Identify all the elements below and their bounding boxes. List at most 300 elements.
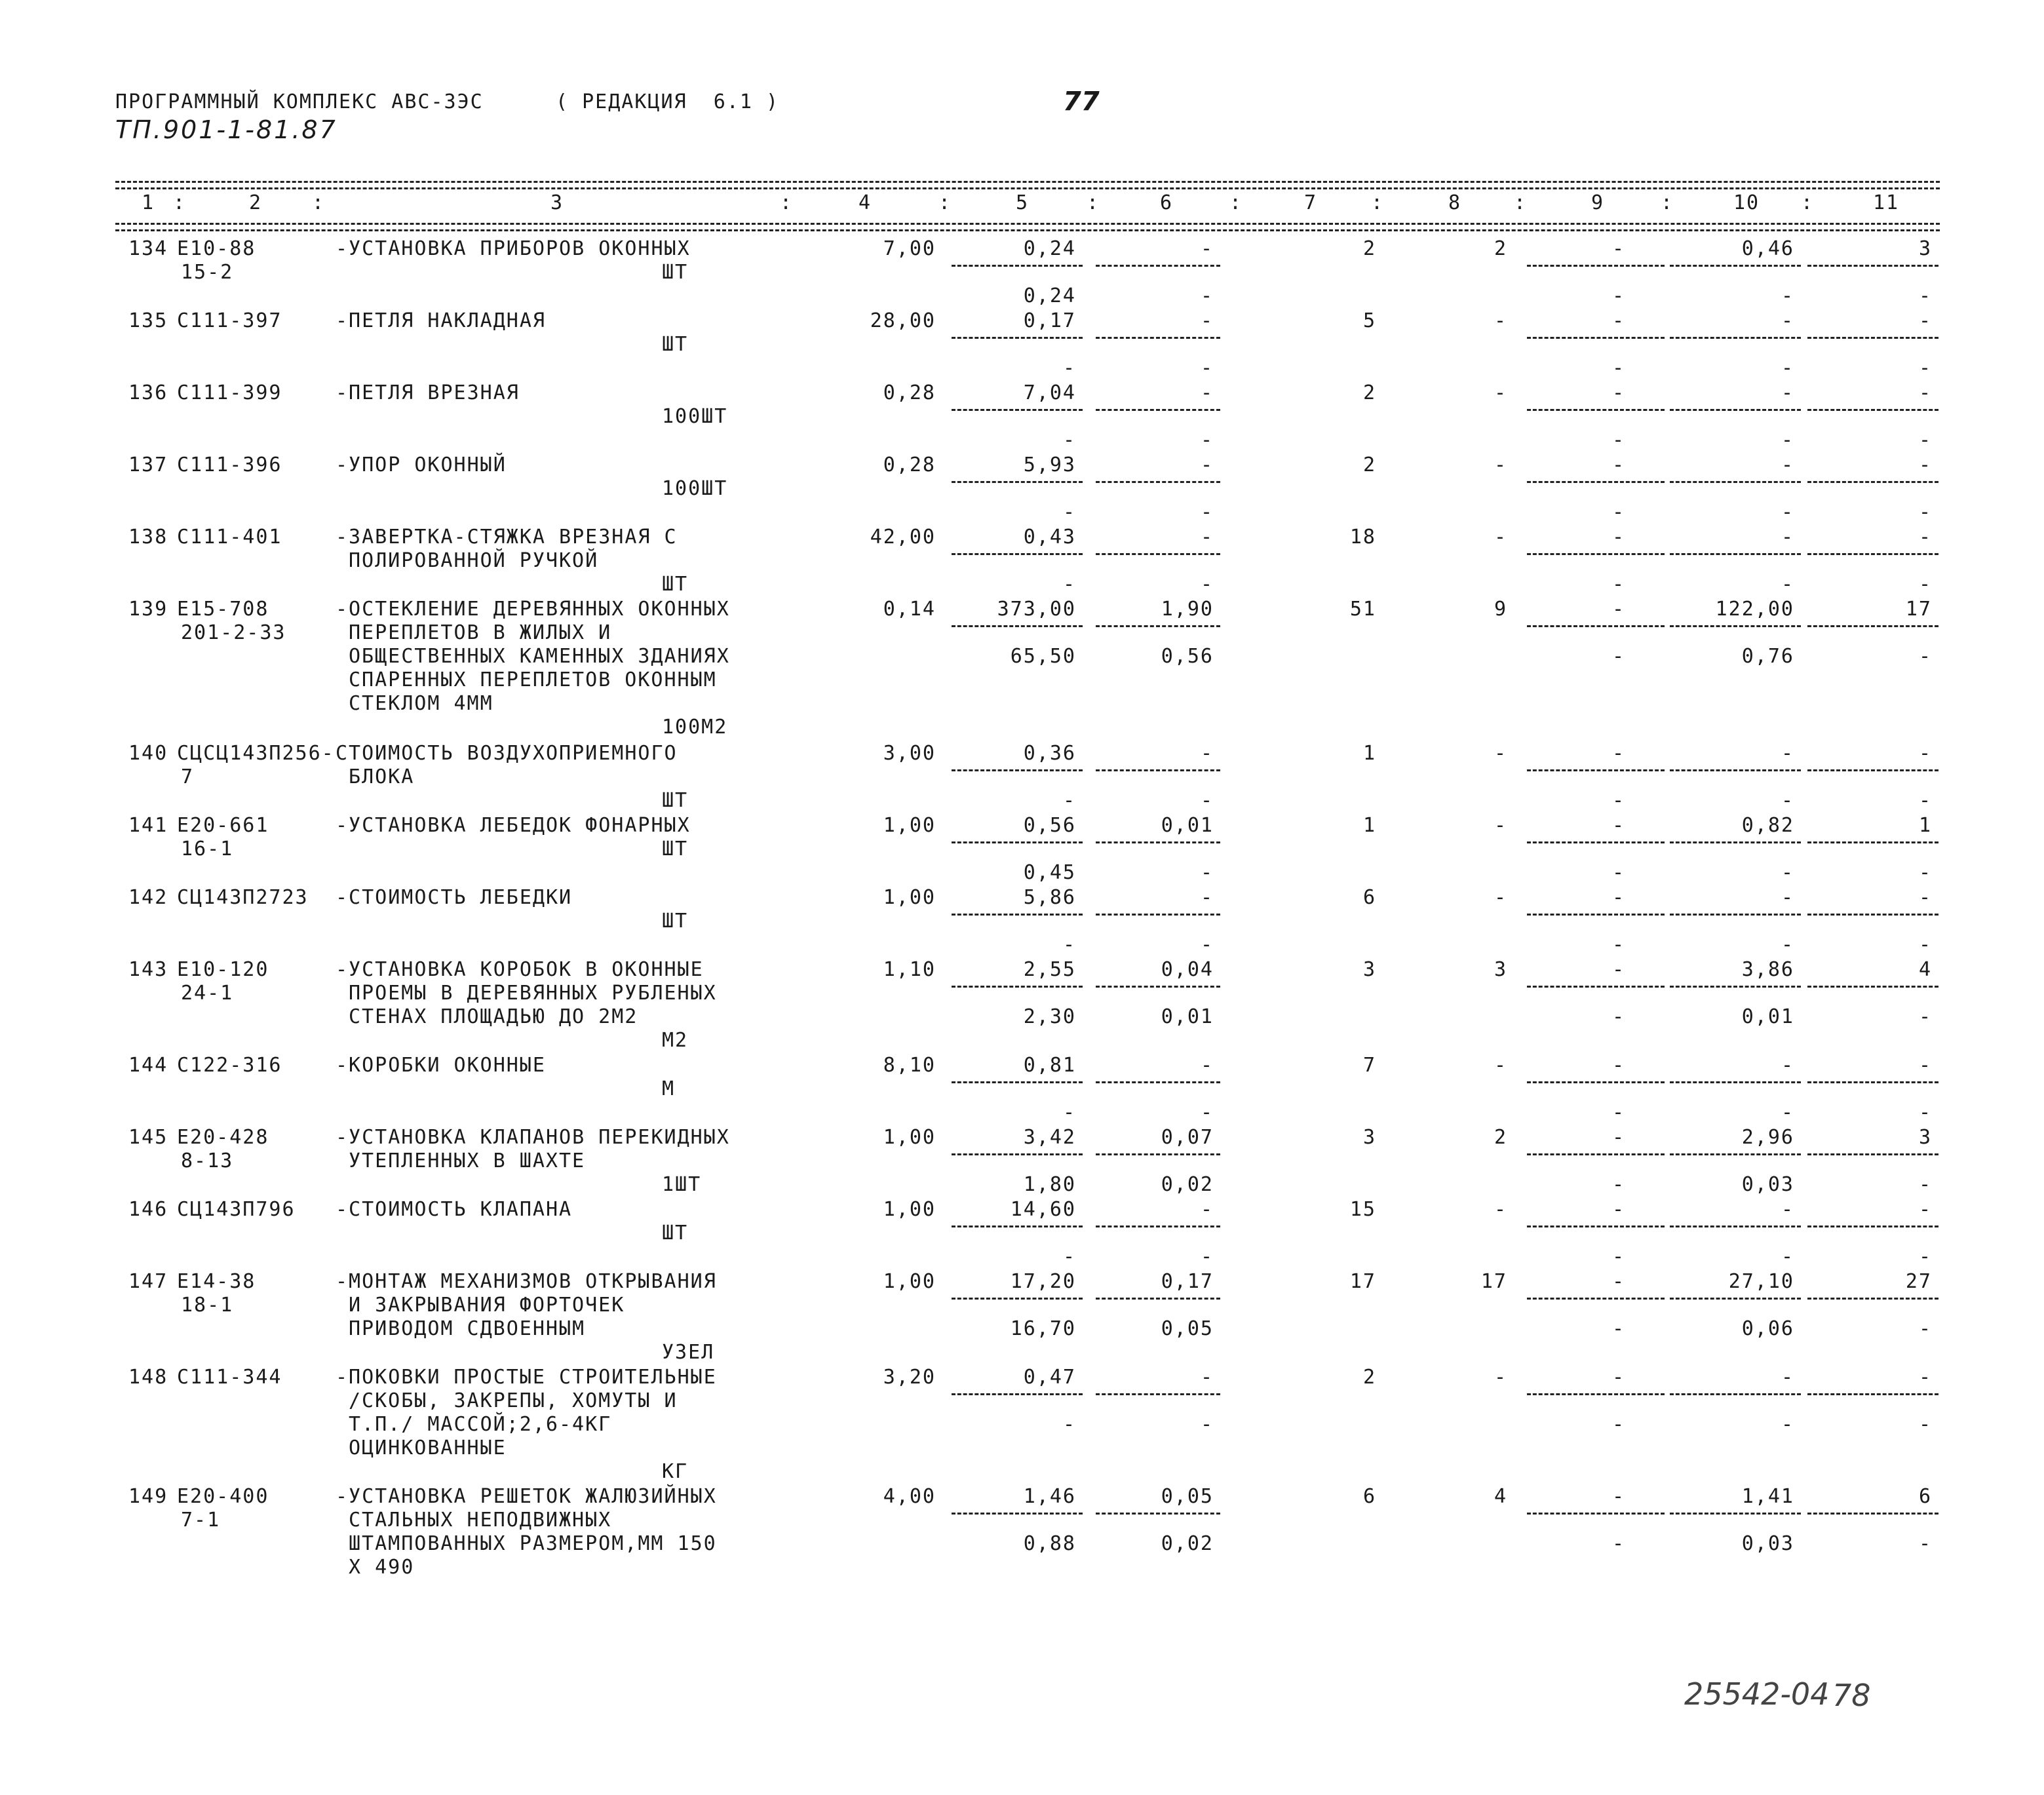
col6-divider bbox=[1096, 625, 1220, 627]
row-code: С111-396 bbox=[177, 454, 282, 476]
row-description: БЛОКА bbox=[349, 765, 415, 788]
col11-top: - bbox=[1918, 742, 1932, 765]
row-description: ПОЛИРОВАННОЙ РУЧКОЙ bbox=[349, 549, 599, 572]
row-number: 138 bbox=[128, 526, 168, 549]
col10-top: - bbox=[1781, 526, 1794, 549]
col5-divider bbox=[952, 986, 1083, 988]
row-code: С111-401 bbox=[177, 526, 282, 549]
col6-bottom: - bbox=[1200, 429, 1214, 452]
col9-bottom: - bbox=[1611, 1005, 1625, 1028]
col9-divider bbox=[1527, 1226, 1665, 1227]
col9-top: - bbox=[1611, 1485, 1625, 1508]
col6-top: - bbox=[1200, 237, 1214, 260]
col6-top: - bbox=[1200, 526, 1214, 549]
col10-top: - bbox=[1781, 1198, 1794, 1221]
col11-top: 1 bbox=[1918, 814, 1932, 837]
col5-bottom: - bbox=[1062, 789, 1076, 812]
sheet-mark: 78 bbox=[1832, 1678, 1871, 1713]
col11-bottom: - bbox=[1918, 1413, 1932, 1436]
col10-bottom: 0,01 bbox=[1741, 1005, 1794, 1028]
row-unit: 100ШТ bbox=[662, 405, 728, 428]
row-code: 7 bbox=[181, 765, 195, 788]
col6-divider bbox=[1096, 986, 1220, 988]
col11-bottom: - bbox=[1918, 789, 1932, 812]
col10-top: - bbox=[1781, 454, 1794, 476]
col8-value: 9 bbox=[1494, 598, 1507, 621]
row-description: -ПОКОВКИ ПРОСТЫЕ СТРОИТЕЛЬНЫЕ bbox=[336, 1366, 717, 1389]
col6-top: - bbox=[1200, 1366, 1214, 1389]
col5-top: 7,04 bbox=[1023, 381, 1076, 404]
col10-bottom: 0,03 bbox=[1741, 1532, 1794, 1555]
col5-top: 0,43 bbox=[1023, 526, 1076, 549]
col10-top: - bbox=[1781, 886, 1794, 909]
col8-value: - bbox=[1494, 814, 1507, 837]
col5-bottom: 0,88 bbox=[1023, 1532, 1076, 1555]
row-code: 16-1 bbox=[181, 838, 234, 860]
col10-bottom: - bbox=[1781, 1101, 1794, 1124]
col7-value: 3 bbox=[1362, 1126, 1376, 1149]
col9-divider bbox=[1527, 914, 1665, 916]
row-description: УТЕПЛЕННЫХ В ШАХТЕ bbox=[349, 1149, 586, 1172]
col10-bottom: - bbox=[1781, 573, 1794, 596]
col8-value: 17 bbox=[1480, 1270, 1507, 1293]
row-code: 24-1 bbox=[181, 982, 234, 1005]
col5-bottom: - bbox=[1062, 357, 1076, 379]
col8-value: - bbox=[1494, 886, 1507, 909]
row-description: ПРОЕМЫ В ДЕРЕВЯННЫХ РУБЛЕНЫХ bbox=[349, 982, 717, 1005]
col9-bottom: - bbox=[1611, 645, 1625, 668]
col9-divider bbox=[1527, 1081, 1665, 1083]
col5-top: 0,36 bbox=[1023, 742, 1076, 765]
row-number: 141 bbox=[128, 814, 168, 837]
col11-bottom: - bbox=[1918, 1173, 1932, 1196]
row-number: 145 bbox=[128, 1126, 168, 1149]
col9-bottom: - bbox=[1611, 861, 1625, 884]
col11-divider bbox=[1807, 841, 1938, 843]
col5-divider bbox=[952, 1153, 1083, 1155]
col5-top: 3,42 bbox=[1023, 1126, 1076, 1149]
col8-value: 2 bbox=[1494, 237, 1507, 260]
col10-divider bbox=[1670, 1513, 1801, 1515]
row-description: ПРИВОДОМ СДВОЕННЫМ bbox=[349, 1317, 586, 1340]
col11-divider bbox=[1807, 986, 1938, 988]
col8-value: - bbox=[1494, 1054, 1507, 1077]
col9-bottom: - bbox=[1611, 501, 1625, 524]
col9-bottom: - bbox=[1611, 1245, 1625, 1268]
col7-value: 17 bbox=[1349, 1270, 1376, 1293]
col6-bottom: - bbox=[1200, 357, 1214, 379]
col11-top: - bbox=[1918, 1198, 1932, 1221]
col5-divider bbox=[952, 1513, 1083, 1515]
col11-divider bbox=[1807, 1081, 1938, 1083]
row-description: Т.П./ МАССОЙ;2,6-4КГ bbox=[349, 1413, 612, 1436]
col5-top: 5,86 bbox=[1023, 886, 1076, 909]
col6-bottom: 0,05 bbox=[1161, 1317, 1214, 1340]
col11-divider bbox=[1807, 265, 1938, 267]
row-code: Е20-661 bbox=[177, 814, 269, 837]
row-number: 139 bbox=[128, 598, 168, 621]
col11-top: 4 bbox=[1918, 958, 1932, 981]
col11-top: 3 bbox=[1918, 1126, 1932, 1149]
column-header-9: 9 bbox=[1591, 191, 1605, 214]
col5-top: 0,56 bbox=[1023, 814, 1076, 837]
col9-divider bbox=[1527, 841, 1665, 843]
col10-bottom: - bbox=[1781, 1413, 1794, 1436]
col6-divider bbox=[1096, 1298, 1220, 1300]
col10-divider bbox=[1670, 409, 1801, 411]
row-code: Е14-38 bbox=[177, 1270, 256, 1293]
col5-top: 1,46 bbox=[1023, 1485, 1076, 1508]
row-quantity: 0,14 bbox=[883, 598, 936, 621]
col6-bottom: - bbox=[1200, 1245, 1214, 1268]
column-header-7: 7 bbox=[1303, 191, 1318, 214]
row-description: -МОНТАЖ МЕХАНИЗМОВ ОТКРЫВАНИЯ bbox=[336, 1270, 717, 1293]
column-header-8: 8 bbox=[1448, 191, 1462, 214]
col8-value: - bbox=[1494, 526, 1507, 549]
col11-divider bbox=[1807, 1393, 1938, 1395]
col11-bottom: - bbox=[1918, 933, 1932, 956]
col6-divider bbox=[1096, 409, 1220, 411]
col10-bottom: - bbox=[1781, 789, 1794, 812]
col11-top: - bbox=[1918, 886, 1932, 909]
col5-bottom: - bbox=[1062, 573, 1076, 596]
row-code: Е10-120 bbox=[177, 958, 269, 981]
col9-top: - bbox=[1611, 237, 1625, 260]
col9-divider bbox=[1527, 409, 1665, 411]
col9-bottom: - bbox=[1611, 1173, 1625, 1196]
col10-top: - bbox=[1781, 742, 1794, 765]
col8-value: - bbox=[1494, 1366, 1507, 1389]
col11-bottom: - bbox=[1918, 429, 1932, 452]
column-separator: : bbox=[173, 191, 187, 214]
col11-top: - bbox=[1918, 454, 1932, 476]
col8-value: - bbox=[1494, 309, 1507, 332]
row-code: 201-2-33 bbox=[181, 621, 286, 644]
header-rule-top bbox=[115, 181, 1940, 183]
col6-divider bbox=[1096, 553, 1220, 555]
row-description: -ЗАВЕРТКА-СТЯЖКА ВРЕЗНАЯ С bbox=[336, 526, 678, 549]
col6-top: - bbox=[1200, 381, 1214, 404]
row-quantity: 0,28 bbox=[883, 381, 936, 404]
col11-top: 3 bbox=[1918, 237, 1932, 260]
col10-divider bbox=[1670, 625, 1801, 627]
col6-bottom: - bbox=[1200, 933, 1214, 956]
col6-divider bbox=[1096, 1226, 1220, 1227]
col9-bottom: - bbox=[1611, 429, 1625, 452]
col9-top: - bbox=[1611, 958, 1625, 981]
col10-top: 122,00 bbox=[1715, 598, 1794, 621]
row-code: СЦСЦ143П256- bbox=[177, 742, 335, 765]
col5-divider bbox=[952, 625, 1083, 627]
edition-label: ( РЕДАКЦИЯ 6.1 ) bbox=[556, 90, 780, 113]
column-separator: : bbox=[312, 191, 326, 214]
document-code: ТП.901-1-81.87 bbox=[115, 115, 337, 144]
row-number: 142 bbox=[128, 886, 168, 909]
col10-top: 2,96 bbox=[1741, 1126, 1794, 1149]
col10-bottom: - bbox=[1781, 357, 1794, 379]
row-quantity: 1,00 bbox=[883, 1126, 936, 1149]
col6-divider bbox=[1096, 769, 1220, 771]
col10-bottom: - bbox=[1781, 501, 1794, 524]
col10-top: - bbox=[1781, 381, 1794, 404]
row-unit: ШТ bbox=[662, 789, 689, 812]
col11-divider bbox=[1807, 553, 1938, 555]
row-description: СТЕКЛОМ 4ММ bbox=[349, 692, 493, 715]
col6-top: 0,07 bbox=[1161, 1126, 1214, 1149]
col10-bottom: - bbox=[1781, 284, 1794, 307]
col11-bottom: - bbox=[1918, 1532, 1932, 1555]
col6-top: 0,05 bbox=[1161, 1485, 1214, 1508]
col9-top: - bbox=[1611, 742, 1625, 765]
row-code: 15-2 bbox=[181, 261, 234, 284]
col10-divider bbox=[1670, 1226, 1801, 1227]
col8-value: 4 bbox=[1494, 1485, 1507, 1508]
col5-bottom: - bbox=[1062, 933, 1076, 956]
col9-top: - bbox=[1611, 1126, 1625, 1149]
row-description: -КОРОБКИ ОКОННЫЕ bbox=[336, 1054, 546, 1077]
col11-top: 27 bbox=[1905, 1270, 1932, 1293]
column-header-4: 4 bbox=[858, 191, 872, 214]
row-description: СТАЛЬНЫХ НЕПОДВИЖНЫХ bbox=[349, 1509, 612, 1532]
col10-top: - bbox=[1781, 1366, 1794, 1389]
col9-top: - bbox=[1611, 598, 1625, 621]
col5-bottom: - bbox=[1062, 429, 1076, 452]
col7-value: 5 bbox=[1362, 309, 1376, 332]
row-unit: ШТ bbox=[662, 1222, 689, 1245]
row-quantity: 4,00 bbox=[883, 1485, 936, 1508]
col9-bottom: - bbox=[1611, 1101, 1625, 1124]
column-header-3: 3 bbox=[550, 191, 564, 214]
col10-top: 1,41 bbox=[1741, 1485, 1794, 1508]
row-number: 146 bbox=[128, 1198, 168, 1221]
col6-bottom: - bbox=[1200, 284, 1214, 307]
row-unit: М bbox=[662, 1077, 676, 1100]
col10-divider bbox=[1670, 841, 1801, 843]
row-code: 8-13 bbox=[181, 1149, 234, 1172]
row-quantity: 1,10 bbox=[883, 958, 936, 981]
column-separator: : bbox=[1661, 191, 1674, 214]
col11-bottom: - bbox=[1918, 1005, 1932, 1028]
row-quantity: 1,00 bbox=[883, 886, 936, 909]
col8-value: - bbox=[1494, 454, 1507, 476]
col9-divider bbox=[1527, 1393, 1665, 1395]
col5-top: 0,81 bbox=[1023, 1054, 1076, 1077]
column-header-11: 11 bbox=[1872, 191, 1900, 214]
col6-bottom: 0,01 bbox=[1161, 1005, 1214, 1028]
col5-divider bbox=[952, 1226, 1083, 1227]
col5-bottom: - bbox=[1062, 1245, 1076, 1268]
column-header-6: 6 bbox=[1159, 191, 1174, 214]
col10-divider bbox=[1670, 986, 1801, 988]
row-description: -УСТАНОВКА ЛЕБЕДОК ФОНАРНЫХ bbox=[336, 814, 691, 837]
col5-top: 0,47 bbox=[1023, 1366, 1076, 1389]
col5-top: 14,60 bbox=[1010, 1198, 1076, 1221]
col5-bottom: 0,45 bbox=[1023, 861, 1076, 884]
column-separator: : bbox=[938, 191, 952, 214]
col6-bottom: - bbox=[1200, 861, 1214, 884]
row-unit: М2 bbox=[662, 1029, 689, 1052]
col7-value: 6 bbox=[1362, 886, 1376, 909]
col10-bottom: - bbox=[1781, 933, 1794, 956]
col5-top: 373,00 bbox=[997, 598, 1076, 621]
col6-bottom: 0,02 bbox=[1161, 1532, 1214, 1555]
row-code: 18-1 bbox=[181, 1294, 234, 1317]
column-separator: : bbox=[1801, 191, 1815, 214]
col11-bottom: - bbox=[1918, 1317, 1932, 1340]
row-unit: ШТ bbox=[662, 910, 689, 933]
col9-top: - bbox=[1611, 1366, 1625, 1389]
row-quantity: 3,00 bbox=[883, 742, 936, 765]
col10-top: 0,82 bbox=[1741, 814, 1794, 837]
col9-top: - bbox=[1611, 526, 1625, 549]
col9-divider bbox=[1527, 986, 1665, 988]
col7-value: 1 bbox=[1362, 814, 1376, 837]
program-title: ПРОГРАММНЫЙ КОМПЛЕКС АВС-3ЭС bbox=[115, 90, 484, 113]
col11-divider bbox=[1807, 1513, 1938, 1515]
col6-divider bbox=[1096, 337, 1220, 339]
col11-divider bbox=[1807, 769, 1938, 771]
row-quantity: 7,00 bbox=[883, 237, 936, 260]
row-number: 149 bbox=[128, 1485, 168, 1508]
col10-bottom: 0,03 bbox=[1741, 1173, 1794, 1196]
row-description: -УСТАНОВКА КОРОБОК В ОКОННЫЕ bbox=[336, 958, 704, 981]
col6-top: - bbox=[1200, 742, 1214, 765]
row-unit: 1ШТ bbox=[662, 1173, 702, 1196]
col6-top: 0,04 bbox=[1161, 958, 1214, 981]
row-description: ОЦИНКОВАННЫЕ bbox=[349, 1437, 507, 1459]
col6-top: - bbox=[1200, 1198, 1214, 1221]
col7-value: 3 bbox=[1362, 958, 1376, 981]
row-description: Х 490 bbox=[349, 1556, 415, 1579]
col11-divider bbox=[1807, 1153, 1938, 1155]
row-code: СЦ143П2723 bbox=[177, 886, 309, 909]
col6-divider bbox=[1096, 481, 1220, 483]
row-quantity: 0,28 bbox=[883, 454, 936, 476]
row-number: 136 bbox=[128, 381, 168, 404]
col6-divider bbox=[1096, 841, 1220, 843]
row-code: С111-399 bbox=[177, 381, 282, 404]
col10-top: 27,10 bbox=[1728, 1270, 1794, 1293]
col6-top: - bbox=[1200, 454, 1214, 476]
col5-bottom: 1,80 bbox=[1023, 1173, 1076, 1196]
col8-value: - bbox=[1494, 381, 1507, 404]
col5-divider bbox=[952, 481, 1083, 483]
col9-bottom: - bbox=[1611, 573, 1625, 596]
col10-top: 3,86 bbox=[1741, 958, 1794, 981]
col9-bottom: - bbox=[1611, 357, 1625, 379]
col11-bottom: - bbox=[1918, 1101, 1932, 1124]
col6-divider bbox=[1096, 265, 1220, 267]
col6-divider bbox=[1096, 914, 1220, 916]
col5-divider bbox=[952, 769, 1083, 771]
col9-top: - bbox=[1611, 1270, 1625, 1293]
col9-divider bbox=[1527, 265, 1665, 267]
col6-top: 0,01 bbox=[1161, 814, 1214, 837]
col10-divider bbox=[1670, 1298, 1801, 1300]
col9-top: - bbox=[1611, 454, 1625, 476]
col10-divider bbox=[1670, 1393, 1801, 1395]
col11-bottom: - bbox=[1918, 1245, 1932, 1268]
col10-top: - bbox=[1781, 309, 1794, 332]
col9-divider bbox=[1527, 481, 1665, 483]
row-number: 135 bbox=[128, 309, 168, 332]
col6-divider bbox=[1096, 1081, 1220, 1083]
col5-top: 0,17 bbox=[1023, 309, 1076, 332]
col7-value: 6 bbox=[1362, 1485, 1376, 1508]
col10-bottom: - bbox=[1781, 861, 1794, 884]
col11-bottom: - bbox=[1918, 573, 1932, 596]
col5-bottom: 0,24 bbox=[1023, 284, 1076, 307]
col9-divider bbox=[1527, 1298, 1665, 1300]
col5-top: 17,20 bbox=[1010, 1270, 1076, 1293]
col9-bottom: - bbox=[1611, 789, 1625, 812]
row-description: -ОСТЕКЛЕНИЕ ДЕРЕВЯННЫХ ОКОННЫХ bbox=[336, 598, 730, 621]
col5-bottom: 65,50 bbox=[1010, 645, 1076, 668]
column-header-1: 1 bbox=[141, 191, 155, 214]
col7-value: 7 bbox=[1362, 1054, 1376, 1077]
col10-divider bbox=[1670, 337, 1801, 339]
col10-bottom: 0,76 bbox=[1741, 645, 1794, 668]
col11-top: 17 bbox=[1905, 598, 1932, 621]
col7-value: 2 bbox=[1362, 1366, 1376, 1389]
col5-divider bbox=[952, 337, 1083, 339]
col5-bottom: - bbox=[1062, 501, 1076, 524]
col6-top: - bbox=[1200, 886, 1214, 909]
row-number: 143 bbox=[128, 958, 168, 981]
col9-top: - bbox=[1611, 814, 1625, 837]
col11-divider bbox=[1807, 1298, 1938, 1300]
row-description: -УСТАНОВКА ПРИБОРОВ ОКОННЫХ bbox=[336, 237, 691, 260]
row-unit: ШТ bbox=[662, 261, 689, 284]
col6-top: - bbox=[1200, 309, 1214, 332]
row-unit: 100ШТ bbox=[662, 477, 728, 500]
row-code: Е15-708 bbox=[177, 598, 269, 621]
row-description: -ПЕТЛЯ НАКЛАДНАЯ bbox=[336, 309, 546, 332]
col10-divider bbox=[1670, 914, 1801, 916]
row-description: СТЕНАХ ПЛОЩАДЬЮ ДО 2М2 bbox=[349, 1005, 638, 1028]
col6-top: 0,17 bbox=[1161, 1270, 1214, 1293]
row-description: ОБЩЕСТВЕННЫХ КАМЕННЫХ ЗДАНИЯХ bbox=[349, 645, 730, 668]
col5-top: 0,24 bbox=[1023, 237, 1076, 260]
row-description: СПАРЕННЫХ ПЕРЕПЛЕТОВ ОКОННЫМ bbox=[349, 668, 717, 691]
row-code: 7-1 bbox=[181, 1509, 221, 1532]
col7-value: 2 bbox=[1362, 237, 1376, 260]
col7-value: 15 bbox=[1349, 1198, 1376, 1221]
row-description: СТОИМОСТЬ ВОЗДУХОПРИЕМНОГО bbox=[336, 742, 678, 765]
col10-bottom: - bbox=[1781, 429, 1794, 452]
col5-bottom: - bbox=[1062, 1413, 1076, 1436]
header-rule-top-2 bbox=[115, 187, 1940, 189]
col11-divider bbox=[1807, 1226, 1938, 1227]
row-number: 134 bbox=[128, 237, 168, 260]
col5-divider bbox=[952, 409, 1083, 411]
row-unit: УЗЕЛ bbox=[662, 1341, 715, 1364]
page-number: 77 bbox=[1063, 87, 1100, 117]
col9-bottom: - bbox=[1611, 1317, 1625, 1340]
row-description: -УСТАНОВКА КЛАПАНОВ ПЕРЕКИДНЫХ bbox=[336, 1126, 730, 1149]
col10-bottom: - bbox=[1781, 1245, 1794, 1268]
col11-divider bbox=[1807, 409, 1938, 411]
col11-top: - bbox=[1918, 1366, 1932, 1389]
row-quantity: 1,00 bbox=[883, 814, 936, 837]
col5-divider bbox=[952, 265, 1083, 267]
row-description: ПЕРЕПЛЕТОВ В ЖИЛЫХ И bbox=[349, 621, 612, 644]
col8-value: 3 bbox=[1494, 958, 1507, 981]
col5-divider bbox=[952, 1081, 1083, 1083]
row-code: С122-316 bbox=[177, 1054, 282, 1077]
row-code: С111-397 bbox=[177, 309, 282, 332]
row-code: Е20-428 bbox=[177, 1126, 269, 1149]
